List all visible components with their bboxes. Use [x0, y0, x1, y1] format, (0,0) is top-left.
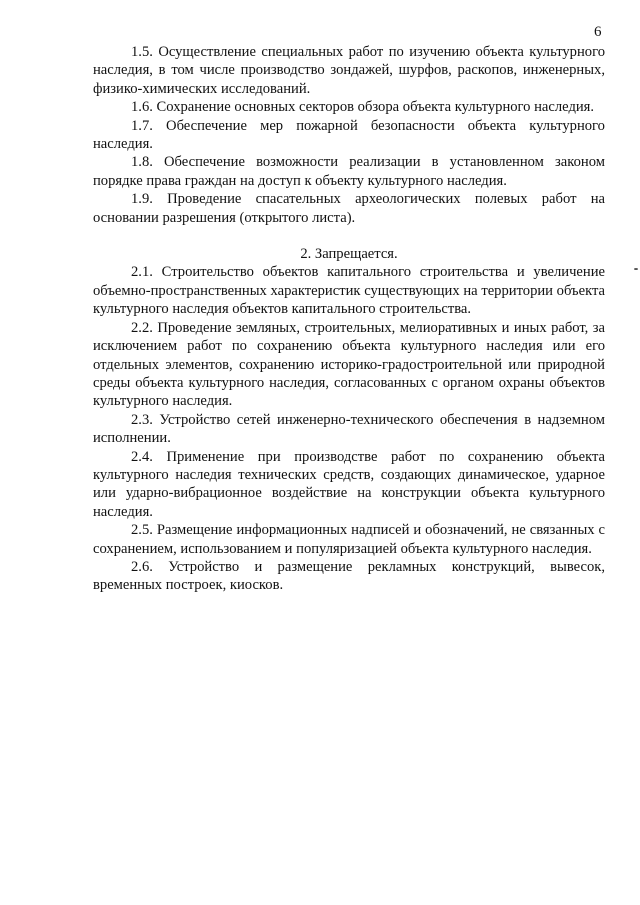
section-2-title: 2. Запрещается. [300, 246, 398, 263]
clause-2-4 [93, 448, 605, 522]
clause-number: 2.2. [131, 319, 153, 336]
page-number: 6 [594, 24, 602, 40]
clause-text: Проведение спасательных археологических полевых работ на основании разрешения (открытого листа). [93, 191, 605, 226]
clause-2-1 [93, 263, 605, 318]
clause-1-5 [93, 43, 605, 98]
clause-text: Устройство и размещение рекламных конструкций, вывесок, временных построек, киосков. [93, 558, 605, 594]
clause-text: Сохранение основных секторов обзора объекта культурного наследия. [156, 99, 595, 116]
clause-text: Строительство объектов капитального строительства и увеличение объемно-пространственных характеристик существующих на территории объекта культурного наследия объектов капитального строительства. [93, 264, 605, 318]
clause-number: 1.5. [131, 44, 153, 60]
clause-number: 2.3. [131, 411, 153, 428]
document-body [93, 43, 605, 595]
clause-number: 1.9. [131, 191, 153, 208]
clause-1-6 [93, 98, 605, 116]
clause-number: 2.6. [131, 558, 153, 575]
clause-text: Осуществление специальных работ по изучению объекта культурного наследия, в том числе производство зондажей, шурфов, раскопов, инженерных, физико-химических исследований. [93, 44, 605, 97]
clause-number: 2.5. [131, 522, 153, 539]
clause-text: Размещение информационных надписей и обозначений, не связанных с сохранением, использованием и популяризацией объекта культурного наследия. [93, 522, 606, 557]
clause-number: 1.8. [131, 154, 153, 171]
clause-number: 2.4. [131, 448, 153, 465]
clause-2-3 [93, 411, 605, 448]
clause-2-2 [93, 319, 605, 411]
clause-text: Устройство сетей инженерно-технического обеспечения в надземном исполнении. [93, 411, 605, 447]
clause-1-7 [93, 117, 605, 154]
clause-text: Проведение земляных, строительных, мелиоративных и иных работ, за исключением работ по сохранению объекта культурного наследия или его отдельных элементов, сохранению историко-градостроительной или природной среды объекта культурного наследия, согласованных с органом охраны объектов культурного наследия. [93, 319, 605, 410]
clause-2-6 [93, 558, 605, 595]
clause-1-9 [93, 190, 605, 227]
clause-text: Применение при производстве работ по сохранению объекта культурного наследия технических средств, создающих динамическое, ударное или ударно-вибрационное воздействие на конструкции объекта культурного наследия. [93, 448, 606, 520]
scan-speck [634, 268, 638, 270]
clause-number: 1.6. [131, 99, 153, 116]
clause-1-8 [93, 153, 605, 190]
clause-text: Обеспечение возможности реализации в установленном законом порядке права граждан на доступ к объекту культурного наследия. [93, 154, 605, 189]
clause-number: 1.7. [131, 117, 153, 134]
clause-text: Обеспечение мер пожарной безопасности объекта культурного наследия. [93, 117, 605, 153]
clause-2-5 [93, 521, 605, 558]
clause-number: 2.1. [131, 264, 153, 281]
